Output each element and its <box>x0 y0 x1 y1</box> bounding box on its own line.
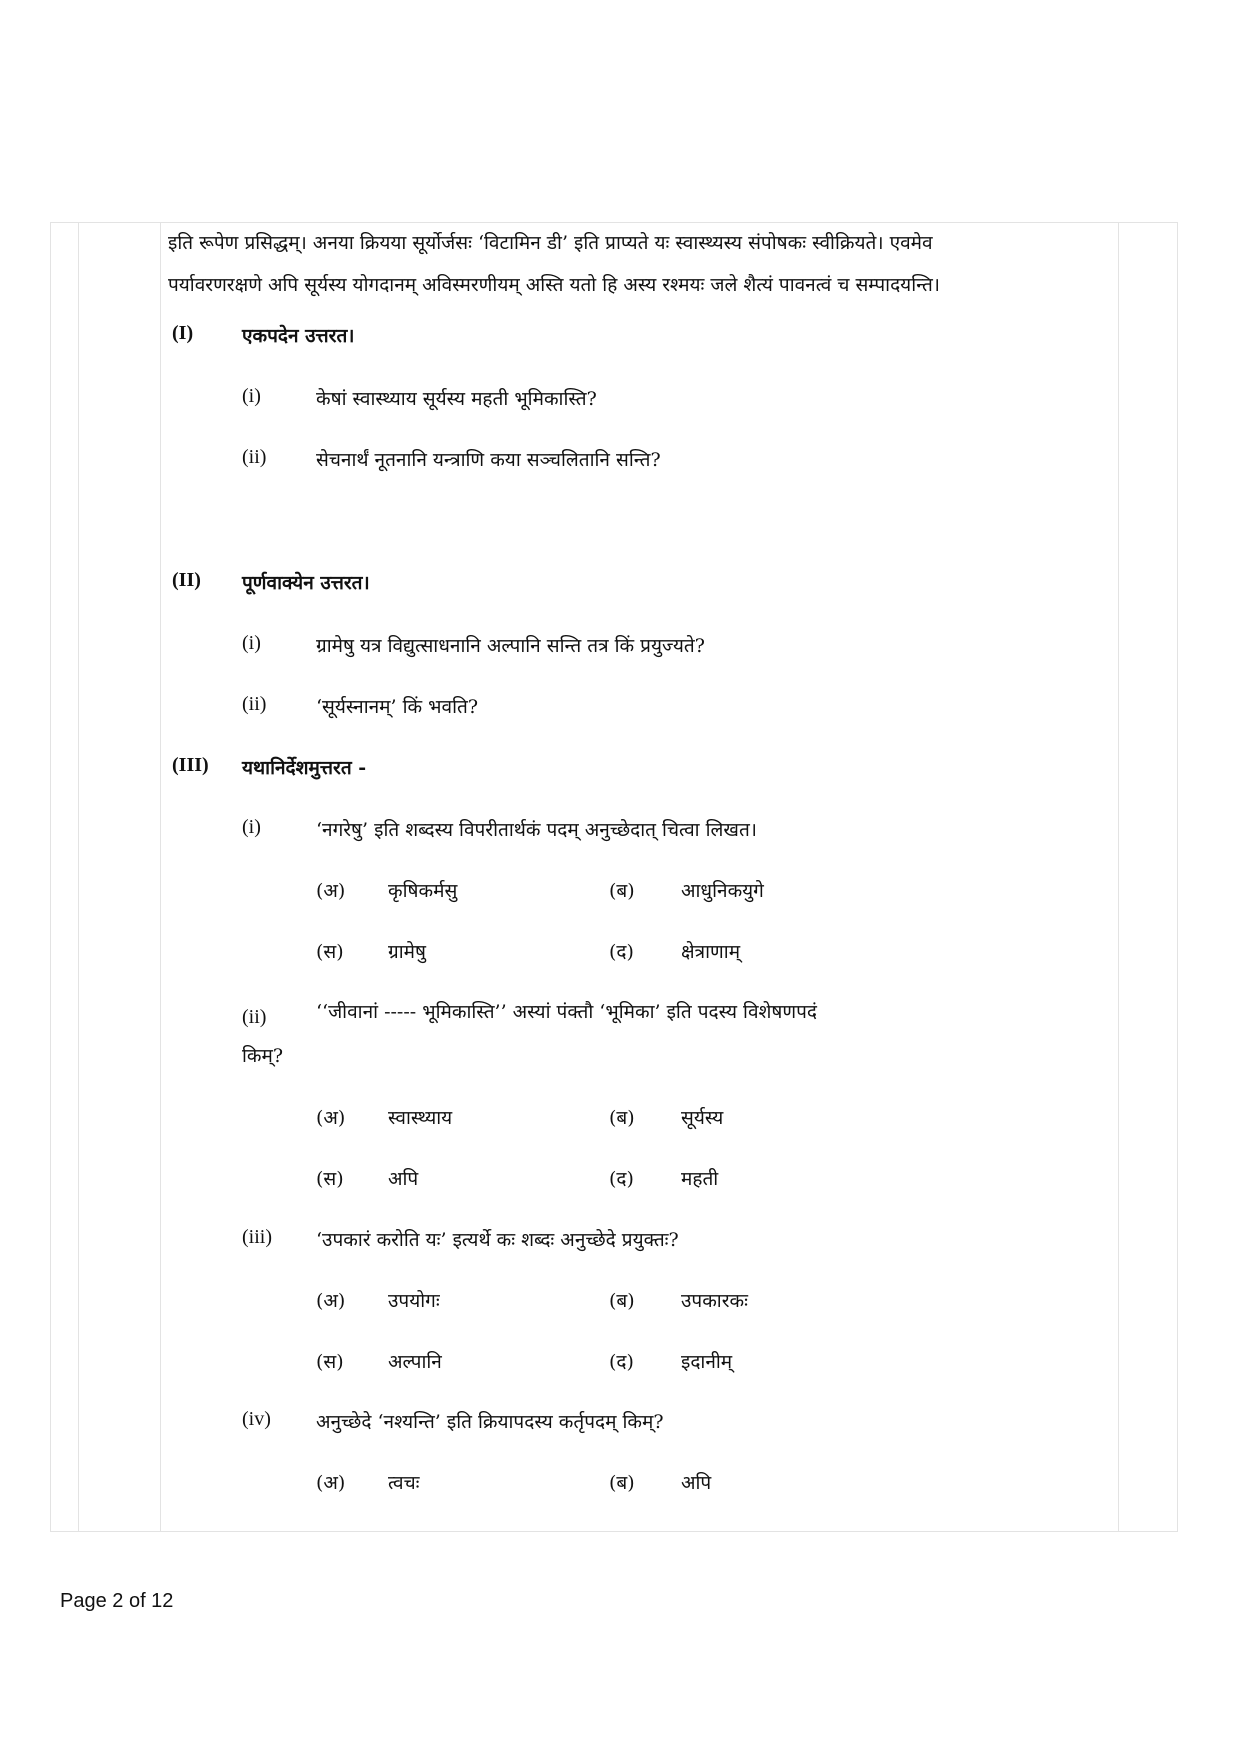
option-letter: (स) <box>316 1168 344 1190</box>
question-number: (i) <box>242 816 261 838</box>
frame-divider-left <box>78 222 79 1532</box>
option-letter: (ब) <box>609 1290 635 1312</box>
option-letter: (ब) <box>609 1472 635 1494</box>
option-text: इदानीम् <box>681 1351 733 1373</box>
section-number: (III) <box>172 754 209 776</box>
option-text: कृषिकर्मसु <box>388 880 458 902</box>
option-letter: (ब) <box>609 880 635 902</box>
option-text: सूर्यस्य <box>681 1107 724 1129</box>
section-title: यथानिर्देशमुत्तरत - <box>242 757 367 779</box>
question-text: ‘सूर्यस्नानम्’ किं भवति? <box>316 696 479 718</box>
option-letter: (द) <box>609 941 634 963</box>
question-text: सेचनार्थं नूतनानि यन्त्राणि कया सञ्चलितानि सन्ति? <box>316 449 661 471</box>
passage-text <box>168 222 1118 306</box>
passage-line-2: पर्यावरणरक्षणे अपि सूर्यस्य योगदानम् अविस्मरणीयम् अस्ति यतो हि अस्य रश्मयः जले शैत्यं पावनत्वं च सम्पादयन्ति। <box>168 274 940 296</box>
option-text: त्वचः <box>388 1472 420 1494</box>
option-text: अपि <box>681 1472 712 1494</box>
question-text: अनुच्छेदे ‘नश्यन्ति’ इति क्रियापदस्य कर्तृपदम् किम्? <box>316 1411 664 1433</box>
frame-divider-inner <box>160 222 161 1532</box>
section-title: एकपदेन उत्तरत। <box>242 325 355 347</box>
option-letter: (द) <box>609 1351 634 1373</box>
question-number: (ii) <box>242 446 267 468</box>
question-number: (ii) <box>242 1006 267 1028</box>
question-text: ‘‘जीवानां ----- भूमिकास्ति’’ अस्यां पंक्तौ ‘भूमिका’ इति पदस्य विशेषणपदं <box>316 1001 818 1023</box>
question-number: (iv) <box>242 1408 271 1430</box>
question-text: केषां स्वास्थ्याय सूर्यस्य महती भूमिकास्ति? <box>316 388 597 410</box>
section-title: पूर्णवाक्येन उत्तरत। <box>242 572 370 594</box>
option-letter: (अ) <box>316 1107 346 1129</box>
question-text-continued: किम्? <box>242 1045 284 1067</box>
option-letter: (स) <box>316 941 344 963</box>
option-letter: (ब) <box>609 1107 635 1129</box>
question-text: ‘नगरेषु’ इति शब्दस्य विपरीतार्थकं पदम् अनुच्छेदात् चित्वा लिखत। <box>316 819 757 841</box>
section-number: (I) <box>172 322 194 344</box>
option-text: स्वास्थ्याय <box>388 1107 453 1129</box>
section-number: (II) <box>172 569 201 591</box>
option-text: उपकारकः <box>681 1290 748 1312</box>
option-text: आधुनिकयुगे <box>681 880 764 902</box>
passage-line-1: इति रूपेण प्रसिद्धम्। अनया क्रियया सूर्योर्जसः ‘विटामिन डी’ इति प्राप्यते यः स्वास्थ्यस्य संपोषकः स्वीक्रियते। एवमेव <box>168 232 933 254</box>
option-letter: (अ) <box>316 1472 346 1494</box>
question-number: (iii) <box>242 1226 272 1248</box>
question-text: ग्रामेषु यत्र विद्युत्साधनानि अल्पानि सन्ति तत्र किं प्रयुज्यते? <box>316 635 705 657</box>
question-number: (i) <box>242 632 261 654</box>
question-number: (i) <box>242 385 261 407</box>
option-letter: (स) <box>316 1351 344 1373</box>
question-text: ‘उपकारं करोति यः’ इत्यर्थे कः शब्दः अनुच्छेदे प्रयुक्तः? <box>316 1229 679 1251</box>
option-letter: (अ) <box>316 1290 346 1312</box>
option-text: ग्रामेषु <box>388 941 426 963</box>
option-text: अपि <box>388 1168 419 1190</box>
frame-divider-right <box>1118 222 1119 1532</box>
option-text: अल्पानि <box>388 1351 442 1373</box>
option-text: क्षेत्राणाम् <box>681 941 741 963</box>
page-number: Page 2 of 12 <box>60 1590 174 1612</box>
option-text: महती <box>681 1168 719 1190</box>
question-number: (ii) <box>242 693 267 715</box>
option-letter: (अ) <box>316 880 346 902</box>
option-letter: (द) <box>609 1168 634 1190</box>
option-text: उपयोगः <box>388 1290 440 1312</box>
